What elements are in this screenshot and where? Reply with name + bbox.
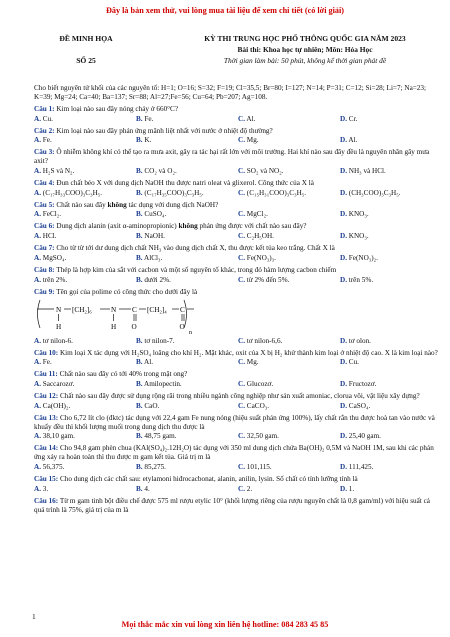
option-letter: D.	[340, 401, 347, 410]
answer-option	[340, 276, 442, 285]
question-label: Câu 2:	[34, 126, 55, 135]
answer-option	[238, 402, 340, 411]
option-text: MgCl₂.	[246, 210, 268, 219]
option-text: trên 5%.	[348, 275, 374, 284]
option-text: MgSO₄.	[42, 253, 67, 262]
option-letter: C.	[238, 484, 245, 493]
answer-option	[340, 115, 442, 124]
option-letter: B.	[136, 484, 143, 493]
option-letter: C.	[238, 210, 245, 219]
answer-option	[340, 167, 442, 176]
option-text: Glucozơ.	[246, 380, 274, 389]
answer-option	[136, 276, 238, 285]
answer-option	[340, 254, 442, 263]
option-letter: D.	[340, 166, 347, 175]
page-number: 1	[32, 612, 36, 621]
formula-chain: [CH₂]₄	[147, 305, 167, 314]
option-letter: D.	[340, 358, 347, 367]
option-letter: C.	[238, 358, 245, 367]
option-letter: C.	[238, 232, 245, 241]
option-letter: D.	[340, 275, 347, 284]
question-stem: Cho dung dịch các chất sau: etylamoni hiđrocacbonat, alanin, anilin, lysin. Số chất có tính lưỡng tính là	[59, 475, 358, 483]
answer-option	[340, 337, 442, 346]
option-letter: D.	[340, 484, 347, 493]
option-text: tơ nilon-7.	[144, 336, 175, 345]
answer-option	[136, 402, 238, 411]
question-stem: tác dụng với dung dịch NaOH?	[126, 200, 219, 209]
option-text: (C₁₅H₃₁COO)₃C₃H₅.	[246, 188, 307, 197]
formula-atom: C	[132, 305, 137, 314]
option-letter: A.	[34, 484, 41, 493]
option-text: CO₂ và O₂.	[144, 166, 177, 175]
answer-option	[238, 337, 340, 346]
question-label: Câu 4:	[34, 178, 55, 187]
option-letter: B.	[136, 275, 143, 284]
question-text	[34, 127, 442, 136]
question-stem: Dung dịch alanin (axit α-aminopropionic)	[56, 222, 179, 231]
option-text: SO₂ và NO₂.	[246, 166, 284, 175]
answer-option	[238, 432, 340, 441]
question-label: Câu 15:	[34, 475, 59, 483]
answer-option	[238, 232, 340, 241]
option-text: (CH₃COO)₃C₃H₅.	[348, 188, 401, 197]
option-text: 1.	[348, 484, 355, 493]
option-letter: C.	[238, 166, 245, 175]
option-text: Mg.	[246, 136, 259, 145]
exam-header	[0, 34, 450, 76]
question-stem: Kim loại nào sau đây nóng chảy ở 660°C?	[56, 104, 179, 113]
option-text: 48,75 gam.	[144, 432, 177, 441]
option-letter: B.	[136, 188, 143, 197]
option-letter: C.	[238, 432, 245, 441]
option-text: Ca(OH)₂.	[42, 401, 71, 410]
option-text: CaSO₄.	[348, 401, 371, 410]
option-letter: A.	[34, 232, 41, 241]
option-letter: D.	[340, 136, 347, 145]
option-letter: A.	[34, 136, 41, 145]
answer-option	[238, 189, 340, 198]
exam-title: KỲ THI TRUNG HỌC PHỔ THÔNG QUỐC GIA NĂM 2023	[204, 34, 406, 43]
answer-options	[34, 358, 442, 367]
question-list	[34, 105, 442, 514]
answer-option	[136, 115, 238, 124]
option-text: Fe.	[42, 136, 52, 145]
question-text	[34, 288, 442, 297]
question-label: Câu 12:	[34, 392, 59, 401]
answer-option	[238, 485, 340, 494]
question-text	[34, 475, 442, 484]
option-letter: D.	[340, 232, 347, 241]
question-stem: Kim loại X tác dụng với H₂SO₄ loãng cho khí H₂. Mặt khác, oxit của X bị H₂ khử thành kim loại ở nhiệt độ cao. X là kim loại nào?	[59, 348, 438, 357]
option-text: H₂S và N₂.	[42, 166, 75, 175]
option-text: HCl.	[42, 232, 57, 241]
option-letter: B.	[136, 253, 143, 262]
question-stem: phản ứng được với chất nào sau đây?	[197, 222, 307, 231]
option-letter: A.	[34, 401, 41, 410]
answer-option	[340, 358, 442, 367]
answer-option	[340, 210, 442, 219]
option-letter: B.	[136, 232, 143, 241]
option-letter: D.	[340, 432, 347, 441]
question-label: Câu 14:	[34, 444, 59, 453]
question-text	[34, 349, 442, 358]
answer-option	[34, 485, 136, 494]
option-letter: A.	[34, 114, 41, 123]
exam-time: Thời gian làm bài: 50 phút, không kể thời gian phát đề	[223, 56, 387, 65]
question-stem: Tên gọi của polime có công thức cho dưới đây là	[56, 287, 198, 296]
option-letter: D.	[340, 336, 347, 345]
option-text: Al.	[246, 114, 256, 123]
question-text	[34, 392, 442, 401]
question-stem: Kim loại nào sau đây phản ứng mãnh liệt nhất với nước ở nhiệt độ thường?	[56, 126, 273, 135]
answer-options	[34, 254, 442, 263]
option-text: Al.	[348, 136, 358, 145]
question-text	[34, 370, 442, 379]
answer-options	[34, 463, 442, 472]
question-text	[34, 497, 442, 515]
option-letter: A.	[34, 166, 41, 175]
question-text	[34, 244, 442, 253]
answer-options	[34, 115, 442, 124]
option-text: FeCl₂.	[42, 210, 62, 219]
question-stem: Cho từ từ tới dư dung dịch chất NH₃ vào dung dịch chất X, thu được kết tủa keo trắng. Chất X là	[56, 244, 335, 253]
option-letter: B.	[136, 166, 143, 175]
formula-atom: O	[179, 322, 185, 331]
answer-option	[238, 167, 340, 176]
answer-options	[34, 167, 442, 176]
formula-atom: O	[131, 322, 137, 331]
option-letter: C.	[238, 462, 245, 471]
answer-option	[136, 463, 238, 472]
option-letter: C.	[238, 114, 245, 123]
option-letter: B.	[136, 432, 143, 441]
answer-options	[34, 210, 442, 219]
option-text: CaCO₃.	[246, 401, 270, 410]
option-text: KNO₃.	[348, 210, 369, 219]
option-letter: C.	[238, 136, 245, 145]
question-text	[34, 105, 442, 114]
answer-options	[34, 189, 442, 198]
option-text: tơ nilon-6.	[42, 336, 73, 345]
option-letter: A.	[34, 188, 41, 197]
answer-option	[34, 232, 136, 241]
question-label: Câu 1:	[34, 104, 55, 113]
answer-option	[136, 232, 238, 241]
option-letter: B.	[136, 210, 143, 219]
option-text: trên 2%.	[42, 275, 68, 284]
option-text: 38,10 gam.	[42, 432, 75, 441]
option-text: (C₁₇H₃₃COO)₃C₃H₅.	[42, 188, 103, 197]
question-text	[34, 148, 442, 166]
formula-chain: [CH₂]₆	[72, 305, 92, 314]
answer-option	[238, 254, 340, 263]
question-text	[34, 179, 442, 188]
answer-option	[340, 432, 442, 441]
question-text	[34, 266, 442, 275]
question-label: Câu 9:	[34, 287, 55, 296]
option-text: 4.	[144, 484, 150, 493]
option-text: C₂H₅OH.	[246, 232, 274, 241]
answer-options	[34, 485, 442, 494]
answer-option	[34, 167, 136, 176]
answer-option	[136, 210, 238, 219]
option-letter: D.	[340, 462, 347, 471]
option-text: Fructozơ.	[348, 380, 377, 389]
option-text: 3.	[42, 484, 49, 493]
question-label: Câu 16:	[34, 496, 59, 505]
option-text: KNO₃.	[348, 232, 369, 241]
question-label: Câu 8:	[34, 265, 55, 274]
answer-option	[340, 463, 442, 472]
option-text: 101,115.	[246, 462, 272, 471]
question-text	[34, 414, 442, 432]
formula-atom: C	[180, 305, 185, 314]
answer-option	[340, 485, 442, 494]
option-letter: A.	[34, 462, 41, 471]
option-text: Fe(NO₃)₂.	[348, 253, 378, 262]
option-text: K.	[144, 136, 152, 145]
answer-option	[34, 432, 136, 441]
option-text: 85,275.	[144, 462, 166, 471]
question-label: Câu 11:	[34, 370, 58, 379]
answer-options	[34, 402, 442, 411]
question-label: Câu 7:	[34, 244, 55, 253]
answer-option	[238, 136, 340, 145]
option-letter: D.	[340, 188, 347, 197]
option-letter: A.	[34, 380, 41, 389]
option-text: Fe.	[42, 358, 52, 367]
option-text: Al.	[144, 358, 153, 367]
answer-options	[34, 337, 442, 346]
intro-text: Cho biết nguyên tử khối của các nguyên tố: H=1; O=16; S=32; F=19; Cl=35,5; Br=80; I=127; N=14; P=31; C=12; Si=28; Li=7; Na=23; K=39; Mg=24; Ca=40; Ba=137; Sr=88; Al=27;Fe=56; Cu=64; Pb=207; Ag=108.	[34, 84, 426, 101]
formula-atom: N	[111, 305, 117, 314]
question-label: Câu 10:	[34, 348, 59, 357]
answer-option	[34, 380, 136, 389]
option-text: 111,425.	[348, 462, 374, 471]
option-text: CaO.	[144, 401, 160, 410]
question-text	[34, 444, 442, 462]
hotline-banner: Mọi thắc mắc xin vui lòng xin liên hệ hotline: 084 283 45 85	[121, 620, 329, 629]
option-letter: B.	[136, 380, 143, 389]
question-stem: Ô nhiễm không khí có thể tạo ra mưa axit, gây ra tác hại rất lớn với môi trường. Hai khí nào sau đây đều là nguyên nhân gây mưa axit?	[34, 148, 430, 166]
answer-option	[238, 358, 340, 367]
preview-banner: Đây là bản xem thử, vui lòng mua tài liệu để xem chi tiết (có lời giải)	[105, 6, 344, 15]
question-stem: Chất nào sau đây có tới 40% trong mật ong?	[59, 370, 188, 379]
option-letter: C.	[238, 336, 245, 345]
answer-option	[136, 485, 238, 494]
option-letter: A.	[34, 336, 41, 345]
question-stem: Chất nào sau đây được sử dụng rộng rãi trong nhiều ngành công nghiệp như sản xuất amoniac, clorua vôi, vật liệu xây dựng?	[59, 392, 420, 401]
answer-option	[136, 167, 238, 176]
answer-options	[34, 276, 442, 285]
question-stem: Đun chất béo X với dung dịch NaOH thu được natri oleat và glixerol. Công thức của X là	[56, 178, 314, 187]
answer-options	[34, 136, 442, 145]
answer-option	[34, 276, 136, 285]
formula-subscript: n	[189, 329, 192, 336]
answer-options	[34, 432, 442, 441]
answer-option	[136, 136, 238, 145]
question-stem: Cho 94,8 gam phèn chua (KAl(SO₄)₂.12H₂O) tác dụng với 350 ml dung dịch chứa Ba(OH)₂ 0,5M và NaOH 1M, sau khi các phản ứng xảy ra hoàn toàn thì thu được m gam kết tủa. Giá trị m là	[34, 444, 434, 462]
answer-options	[34, 232, 442, 241]
option-letter: B.	[136, 114, 143, 123]
answer-option	[34, 402, 136, 411]
option-letter: D.	[340, 114, 347, 123]
option-text: tơ olon.	[348, 336, 371, 345]
option-letter: C.	[238, 380, 245, 389]
option-text: Cr.	[348, 114, 358, 123]
question-label: Câu 5:	[34, 200, 55, 209]
question-stem: Cho 6,72 lít clo (đktc) tác dụng với 22,4 gam Fe nung nóng (hiệu suất phản ứng 100%), lấy chất rắn thu được hoà tan vào nước và khuấy đều thì khối lượng muối trong dung dịch thu được là	[34, 413, 435, 431]
answer-option	[340, 380, 442, 389]
answer-option	[238, 276, 340, 285]
exam-body	[34, 84, 442, 515]
answer-option	[136, 189, 238, 198]
option-letter: C.	[238, 188, 245, 197]
answer-options	[34, 380, 442, 389]
formula-atom: H	[56, 322, 62, 331]
option-text: Saccarozơ.	[42, 380, 75, 389]
answer-option	[136, 380, 238, 389]
question-text	[34, 201, 442, 210]
option-text: CuSO₄.	[144, 210, 167, 219]
question-text	[34, 222, 442, 231]
answer-option	[340, 136, 442, 145]
answer-option	[136, 358, 238, 367]
question-stem: Chất nào sau đây	[56, 200, 108, 209]
option-letter: A.	[34, 432, 41, 441]
exam-type: ĐỀ MINH HỌA	[59, 34, 113, 43]
option-text: từ 2% đến 5%.	[246, 275, 290, 284]
answer-option	[340, 402, 442, 411]
option-letter: B.	[136, 336, 143, 345]
option-letter: A.	[34, 253, 41, 262]
answer-option	[136, 254, 238, 263]
formula-atom: H	[111, 322, 117, 331]
answer-option	[34, 358, 136, 367]
answer-option	[34, 189, 136, 198]
question-stem: Thép là hợp kim của sắt với cacbon và một số nguyên tố khác, trong đó hàm lượng cacbon chiếm	[56, 265, 337, 274]
question-label: Câu 13:	[34, 413, 59, 422]
answer-option	[34, 115, 136, 124]
option-letter: C.	[238, 275, 245, 284]
answer-option	[34, 463, 136, 472]
answer-option	[238, 463, 340, 472]
option-text: Cu.	[42, 114, 53, 123]
option-letter: B.	[136, 462, 143, 471]
option-text: Fe.	[144, 114, 154, 123]
exam-subject: Bài thi: Khoa học tự nhiên; Môn: Hóa Học	[237, 45, 373, 54]
answer-option	[340, 232, 442, 241]
option-text: AlCl₃.	[144, 253, 163, 262]
option-text: tơ nilon-6,6.	[246, 336, 283, 345]
polymer-formula	[34, 298, 442, 336]
question-label: Câu 3:	[34, 148, 55, 157]
option-text: 56,375.	[42, 462, 65, 471]
answer-option	[34, 254, 136, 263]
option-text: (C₁₇H₃₅COO)₃C₃H₅.	[144, 188, 204, 197]
question-emphasis: không	[107, 200, 127, 209]
option-letter: B.	[136, 136, 143, 145]
option-text: 2.	[246, 484, 253, 493]
option-text: Cu.	[348, 358, 359, 367]
option-letter: C.	[238, 253, 245, 262]
answer-option	[34, 210, 136, 219]
answer-option	[136, 432, 238, 441]
answer-option	[238, 210, 340, 219]
option-letter: A.	[34, 210, 41, 219]
option-letter: B.	[136, 358, 143, 367]
answer-option	[238, 380, 340, 389]
answer-option	[34, 337, 136, 346]
option-text: Mg.	[246, 358, 259, 367]
question-label: Câu 6:	[34, 222, 55, 231]
option-text: dưới 2%.	[144, 275, 171, 284]
option-text: Amilopectin.	[144, 380, 182, 389]
option-letter: D.	[340, 253, 347, 262]
option-text: 25,40 gam.	[348, 432, 381, 441]
question-stem: Từ m gam tinh bột điều chế được 575 ml rượu etylic 10° (khối lượng riêng của rượu nguyên chất là 0,8 gam/ml) với hiệu suất cả quá trình là 75%, giá trị của m là	[34, 496, 430, 514]
option-text: NaOH.	[144, 232, 165, 241]
answer-option	[136, 337, 238, 346]
answer-option	[34, 136, 136, 145]
option-letter: B.	[136, 401, 143, 410]
answer-option	[238, 115, 340, 124]
exam-number: SỐ 25	[76, 56, 96, 65]
option-letter: C.	[238, 401, 245, 410]
question-emphasis: không	[178, 222, 198, 231]
option-letter: A.	[34, 358, 41, 367]
option-letter: D.	[340, 380, 347, 389]
option-text: Fe(NO₃)₃.	[246, 253, 276, 262]
option-text: NH₃ và HCl.	[348, 166, 386, 175]
option-letter: A.	[34, 275, 41, 284]
option-text: 32,50 gam.	[246, 432, 279, 441]
answer-option	[340, 189, 442, 198]
option-letter: D.	[340, 210, 347, 219]
formula-atom: N	[56, 305, 62, 314]
